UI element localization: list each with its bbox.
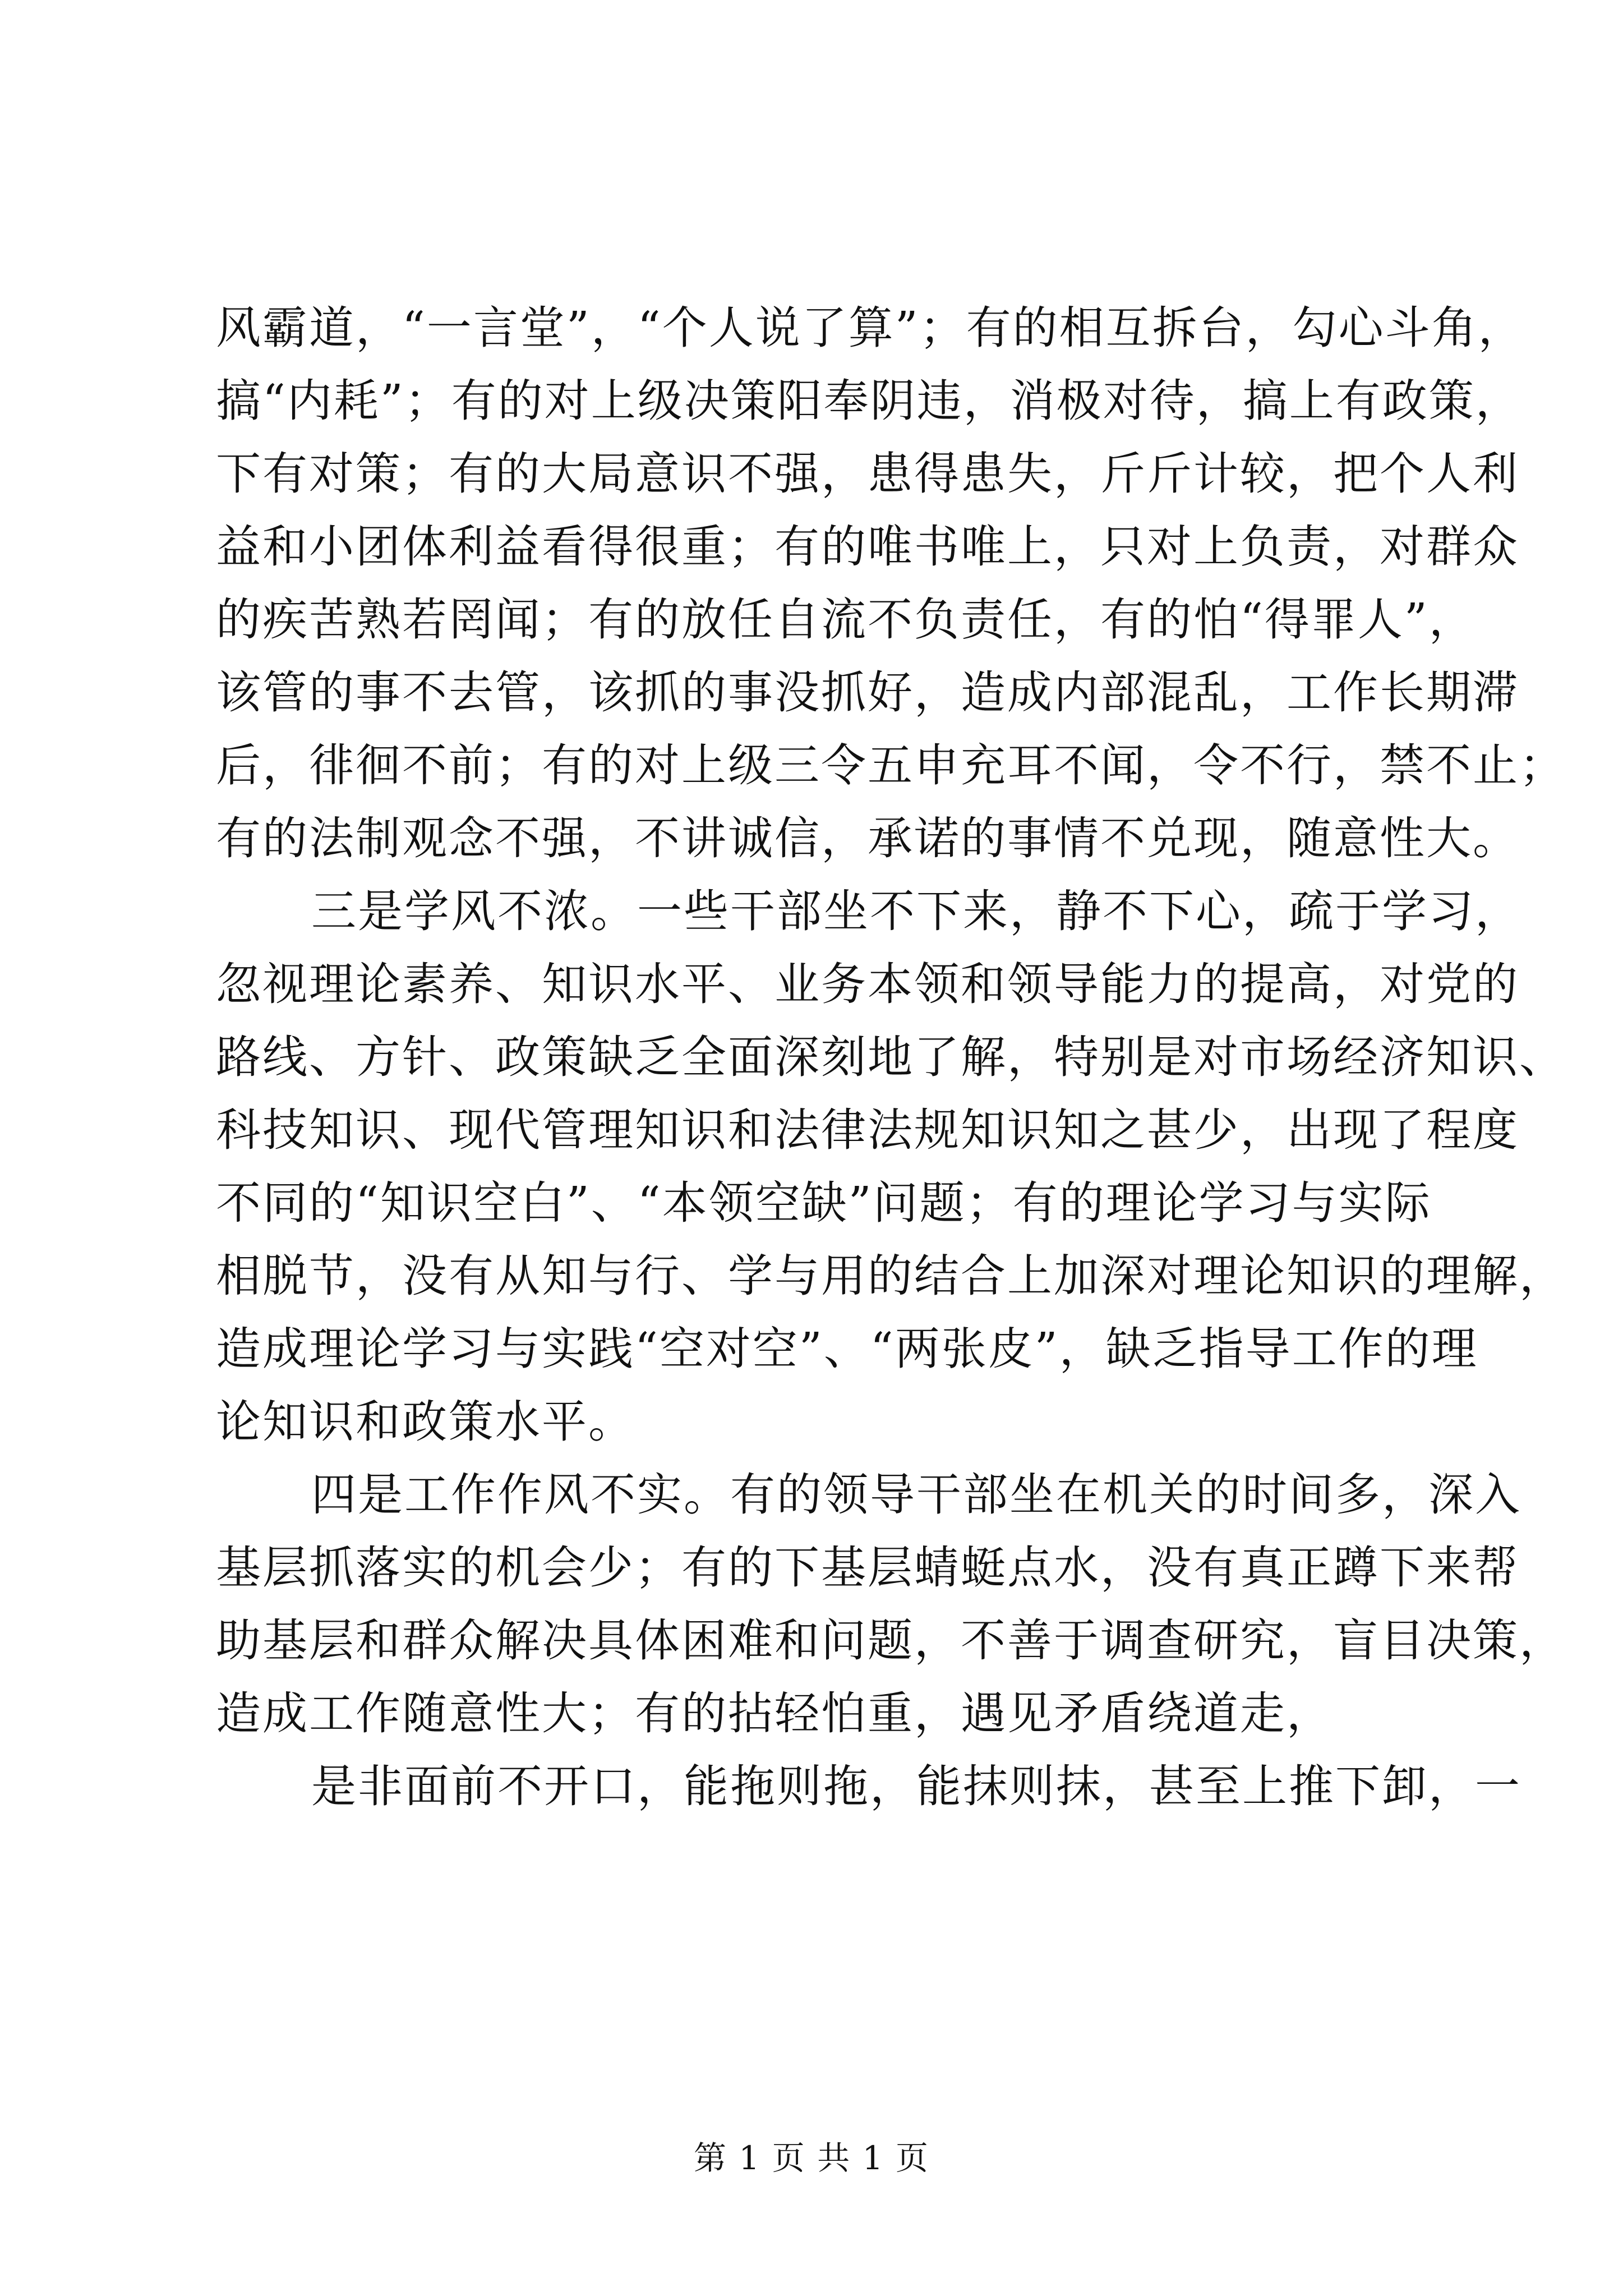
text-line: 相脱节，没有从知与行、学与用的结合上加深对理论知识的理解， [216, 1250, 1566, 1302]
text-line: 益和小团体利益看得很重；有的唯书唯上，只对上负责，对群众 [216, 521, 1519, 573]
text-line: 助基层和群众解决具体困难和问题，不善于调查研究，盲目决策， [216, 1614, 1566, 1667]
text-line: 的疾苦熟若罔闻；有的放任自流不负责任，有的怕“得罪人”， [216, 593, 1476, 646]
paragraph-start-line: 是非面前不开口，能拖则拖，能抹则抹，甚至上推下卸，一 [311, 1760, 1521, 1812]
text-line: 论知识和政策水平。 [216, 1396, 635, 1448]
text-line: 路线、方针、政策缺乏全面深刻地了解，特别是对市场经济知识、 [216, 1031, 1566, 1083]
paragraph-start-line: 四是工作作风不实。有的领导干部坐在机关的时间多，深入 [311, 1469, 1521, 1521]
text-line: 下有对策；有的大局意识不强，患得患失，斤斤计较，把个人利 [216, 448, 1519, 500]
document-body [216, 292, 1566, 1823]
text-line: 搞“内耗”；有的对上级决策阳奉阴违，消极对待，搞上有政策， [216, 375, 1522, 427]
text-line: 风霸道，“一言堂”，“个人说了算”；有的相互拆台，勾心斗角， [216, 302, 1525, 354]
text-line: 科技知识、现代管理知识和法律法规知识知之甚少，出现了程度 [216, 1104, 1519, 1156]
text-line: 该管的事不去管，该抓的事没抓好，造成内部混乱，工作长期滞 [216, 666, 1519, 719]
text-line: 后，徘徊不前；有的对上级三令五申充耳不闻，令不行，禁不止； [216, 739, 1566, 792]
text-line: 基层抓落实的机会少；有的下基层蜻蜓点水，没有真正蹲下来帮 [216, 1542, 1519, 1594]
text-line: 不同的“知识空白”、“本领空缺”问题；有的理论学习与实际 [216, 1177, 1432, 1229]
text-line: 有的法制观念不强，不讲诚信，承诺的事情不兑现，随意性大。 [216, 812, 1519, 864]
paragraph-start-line: 三是学风不浓。一些干部坐不下来，静不下心，疏于学习， [311, 885, 1521, 937]
text-line: 造成工作随意性大；有的拈轻怕重，遇见矛盾绕道走， [216, 1687, 1333, 1740]
text-line: 造成理论学习与实践“空对空”、“两张皮”，缺乏指导工作的理 [216, 1323, 1478, 1375]
text-line: 忽视理论素养、知识水平、业务本领和领导能力的提高，对党的 [216, 958, 1519, 1010]
page-footer: 第 1 页 共 1 页 [694, 2139, 929, 2177]
